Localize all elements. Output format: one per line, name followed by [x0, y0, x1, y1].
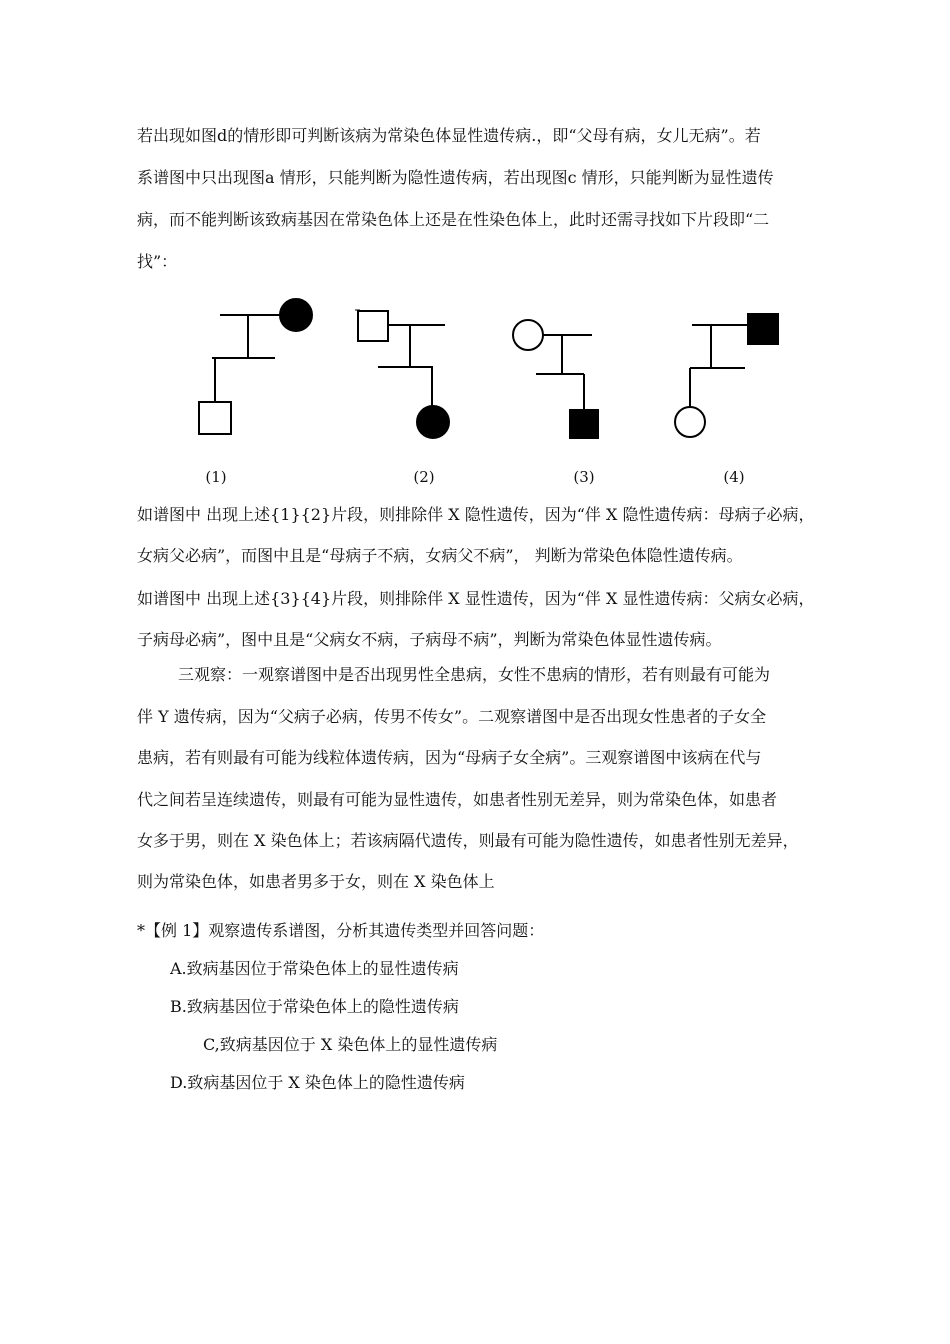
figure-caption-4: (4) — [723, 468, 745, 486]
intro-line-4: 找”： — [137, 252, 178, 271]
example-title: *【例 1】观察遗传系谱图，分析其遗传类型并回答问题： — [137, 921, 545, 940]
unaffected-female-symbol — [675, 407, 705, 437]
unaffected-male-symbol — [358, 311, 388, 341]
affected-male-symbol — [570, 410, 598, 438]
affected-male-symbol — [748, 314, 778, 344]
example-option-a: A.致病基因位于常染色体上的显性遗传病 — [170, 959, 459, 978]
rule1-line-2: 女病父必病”，而图中且是“母病子不病，女病父不病”， 判断为常染色体隐性遗传病。 — [137, 546, 743, 565]
example-option-b: B.致病基因位于常染色体上的隐性遗传病 — [170, 997, 459, 1016]
pedigree-figures — [180, 290, 840, 450]
pedigree-4 — [675, 314, 778, 437]
example-option-c: C,致病基因位于 X 染色体上的显性遗传病 — [203, 1035, 498, 1054]
intro-line-3: 病，而不能判断该致病基因在常染色体上还是在性染色体上，此时还需寻找如下片段即“二 — [137, 210, 770, 229]
rule2-line-2: 子病母必病”，图中且是“父病女不病，子病母不病”，判断为常染色体显性遗传病。 — [137, 630, 722, 649]
observe-line-1: 三观察：一观察谱图中是否出现男性全患病，女性不患病的情形，若有则最有可能为 — [178, 665, 771, 684]
figure-caption-2: (2) — [413, 468, 435, 486]
affected-female-symbol — [417, 406, 449, 438]
pedigree-2 — [355, 310, 449, 438]
observe-line-3: 患病，若有则最有可能为线粒体遗传病，因为“母病子女全病”。三观察谱图中该病在代与 — [137, 748, 762, 767]
observe-line-6: 则为常染色体，如患者男多于女，则在 X 染色体上 — [137, 872, 495, 891]
intro-line-2: 系谱图中只出现图a 情形，只能判断为隐性遗传病，若出现图c 情形，只能判断为显性遗传 — [137, 168, 774, 187]
unaffected-female-symbol — [513, 320, 543, 350]
figure-caption-3: (3) — [573, 468, 595, 486]
affected-female-symbol — [280, 299, 312, 331]
observe-line-2: 伴 Y 遗传病，因为“父病子必病，传男不传女”。二观察谱图中是否出现女性患者的子女全 — [137, 707, 767, 726]
pedigree-3 — [513, 320, 598, 438]
pedigree-1 — [199, 299, 312, 434]
unaffected-male-symbol — [199, 402, 231, 434]
observe-line-4: 代之间若呈连续遗传，则最有可能为显性遗传，如患者性别无差异，则为常染色体，如患者 — [137, 790, 778, 809]
observe-line-5: 女多于男，则在 X 染色体上；若该病隔代遗传，则最有可能为隐性遗传，如患者性别无差异， — [137, 831, 799, 850]
rule2-line-1: 如谱图中 出现上述{3}{4}片段，则排除伴 X 显性遗传，因为“伴 X 显性遗传病：父病女必病， — [137, 589, 815, 608]
figure-caption-1: (1) — [205, 468, 227, 486]
rule1-line-1: 如谱图中 出现上述{1}{2}片段，则排除伴 X 隐性遗传，因为“伴 X 隐性遗传病：母病子必病， — [137, 505, 815, 524]
intro-line-1: 若出现如图d的情形即可判断该病为常染色体显性遗传病.，即“父母有病，女儿无病”。若 — [137, 126, 761, 145]
example-option-d: D.致病基因位于 X 染色体上的隐性遗传病 — [170, 1073, 465, 1092]
